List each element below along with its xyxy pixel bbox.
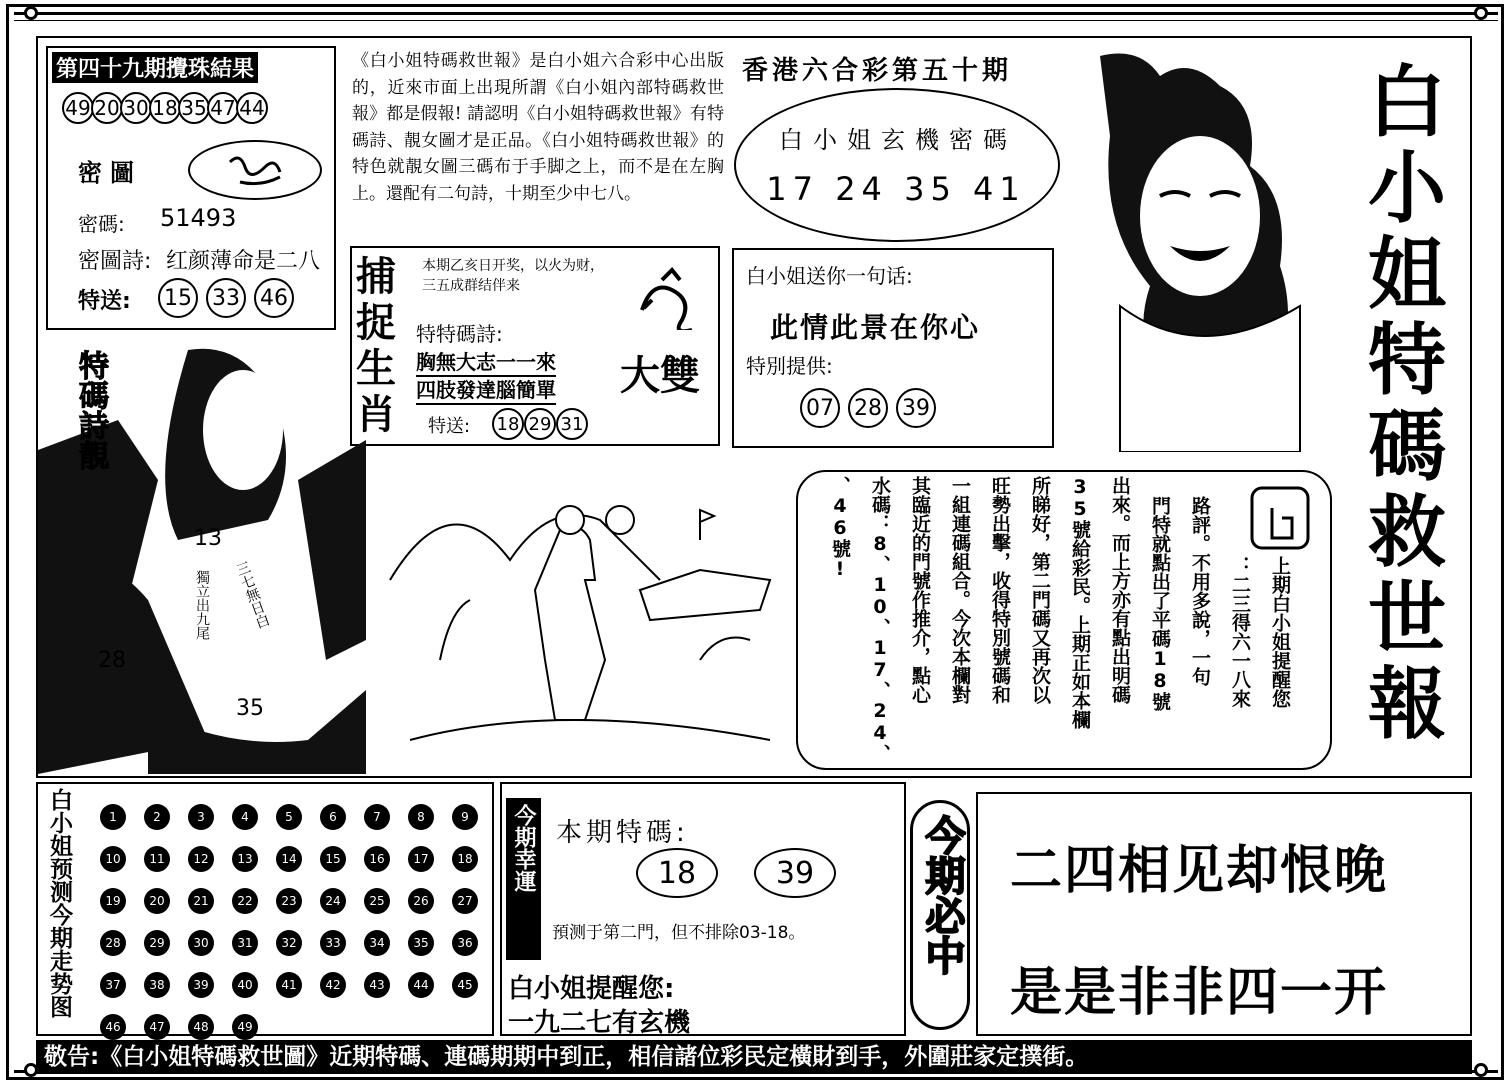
- draw-ball: 30: [120, 92, 152, 124]
- code-label: 密碼:: [78, 212, 125, 236]
- masthead-char: 小: [1367, 144, 1446, 234]
- must-win-line1: 二四相见却恨晚: [1010, 841, 1389, 901]
- zodiac-special-numbers: [492, 408, 588, 440]
- trend-ball: 39: [188, 972, 214, 998]
- trend-ball: 8: [408, 804, 434, 830]
- masthead-char: 救: [1367, 488, 1446, 578]
- scholar-illustration: [380, 460, 780, 760]
- trend-ball: 19: [100, 888, 126, 914]
- secret-code-oval: [734, 88, 1060, 242]
- left-figure-num-3: 35: [236, 696, 264, 721]
- commentary-columns: [806, 476, 1300, 766]
- trend-ball: 4: [232, 804, 258, 830]
- left-figure-body-text1: 獨立出九尾: [194, 570, 210, 640]
- phrase-ball: 39: [896, 388, 936, 428]
- trend-ball: 38: [144, 972, 170, 998]
- trend-ball: 1: [100, 804, 126, 830]
- trend-ball: 48: [188, 1014, 214, 1040]
- draw-ball: 18: [149, 92, 181, 124]
- trend-ball: 41: [276, 972, 302, 998]
- trend-ball: 47: [144, 1014, 170, 1040]
- lucky-numbers: [636, 848, 836, 898]
- trend-ball: 26: [408, 888, 434, 914]
- draw-results-title: 第四十九期攪珠結果: [52, 52, 258, 83]
- trend-ball: 49: [232, 1014, 258, 1040]
- zodiac-box: [350, 246, 720, 446]
- left-figure-num-1: 13: [194, 526, 222, 551]
- left-figure-side-label: 特碼詩靚: [73, 350, 108, 470]
- trend-ball: 43: [364, 972, 390, 998]
- zodiac-poem-line2: 四肢發達腦簡單: [416, 374, 556, 405]
- corner-ornament: [24, 6, 38, 20]
- secret-image-label: 密圖: [78, 159, 142, 187]
- trend-ball: 28: [100, 930, 126, 956]
- commentary-column: 一組連碼組合。今次本欄對: [949, 476, 971, 704]
- lucky-reminder-text: 一九二七有玄機: [508, 1008, 691, 1038]
- corner-ornament: [1474, 1063, 1488, 1077]
- commentary-column: 水碼：8、10、17、24、: [869, 476, 891, 763]
- masthead-title: [1352, 60, 1462, 748]
- phrase-provide-label: 特別提供:: [746, 354, 833, 378]
- zodiac-side-char: 生: [356, 346, 396, 392]
- corner-ornament: [1474, 6, 1488, 20]
- dragon-icon: [632, 260, 702, 334]
- trend-ball: 13: [232, 846, 258, 872]
- top-rule-thin: [14, 20, 1498, 21]
- trend-ball: 37: [100, 972, 126, 998]
- lucky-prediction: 預测于第二門，但不排除03-18。: [552, 923, 806, 943]
- trend-ball: 34: [364, 930, 390, 956]
- trend-ball: 29: [144, 930, 170, 956]
- footer-banner: 敬告:《白小姐特碼救世圖》近期特碼、連碼期期中到正，相信諸位彩民定橫財到手，外圍莊家定撲街。: [36, 1040, 1472, 1074]
- special-label: 特送:: [78, 289, 131, 314]
- lucky-reminder-label: 白小姐提醒您:: [508, 974, 675, 1004]
- zodiac-side-char: 捉: [356, 300, 396, 346]
- trend-ball: 2: [144, 804, 170, 830]
- poem-label: 密圖詩:: [78, 249, 152, 274]
- trend-box: [36, 782, 494, 1036]
- trend-ball: 45: [452, 972, 478, 998]
- notice-text: 《白小姐特碼救世報》是白小姐六合彩中心出版的，近來市面上出現所謂《白小姐內部特碼救世報》都是假報! 請認明《白小姐特碼救世報》有特碼詩、靚女圖才是正品。《白小姐特碼救世報》的特色就靚女圖三碼布于手脚之上，而不是在左胸上。還配有二句詩，十期至少中七八。: [352, 51, 724, 204]
- zodiac-special-label: 特送:: [428, 416, 471, 437]
- trend-ball: 30: [188, 930, 214, 956]
- zodiac-side-char: 肖: [356, 392, 396, 438]
- commentary-column: 上期白小姐提醒您: [1269, 556, 1291, 708]
- commentary-column: 35號給彩民。上期正如本欄: [1069, 476, 1091, 729]
- woman-photo: [1060, 46, 1332, 452]
- trend-number-grid: [38, 784, 496, 1038]
- lucky-ball: 39: [754, 848, 836, 898]
- zodiac-poem-line1: 胸無大志一一來: [416, 346, 556, 377]
- trend-ball: 42: [320, 972, 346, 998]
- trend-ball: 31: [232, 930, 258, 956]
- top-rule: [14, 12, 1498, 15]
- draw-results-numbers: [62, 92, 265, 124]
- commentary-column: 出來。而上方亦有點出明碼: [1109, 476, 1131, 704]
- trend-ball: 35: [408, 930, 434, 956]
- phrase-ball: 28: [848, 388, 888, 428]
- commentary-column: 所睇好，第二門碼又再次以: [1029, 476, 1051, 704]
- draw-ball: 35: [178, 92, 210, 124]
- must-win-badge: [910, 800, 970, 1030]
- trend-ball: 32: [276, 930, 302, 956]
- lucky-ball: 18: [636, 848, 718, 898]
- phrase-box: [732, 248, 1054, 448]
- commentary-column: 旺勢出擊，收得特別號碼和: [989, 476, 1011, 704]
- zodiac-big-word: 大雙: [620, 353, 700, 399]
- trend-ball: 25: [364, 888, 390, 914]
- trend-ball: 15: [320, 846, 346, 872]
- zodiac-special-ball: 31: [556, 408, 588, 440]
- trend-ball: 44: [408, 972, 434, 998]
- secret-code-numbers: 17 24 35 41: [766, 170, 1026, 208]
- trend-ball: 9: [452, 804, 478, 830]
- phrase-numbers: [800, 388, 944, 428]
- lucky-label: 本期特碼:: [556, 818, 689, 848]
- trend-ball: 14: [276, 846, 302, 872]
- phrase-title: 白小姐送你一句话:: [746, 264, 913, 288]
- masthead-char: 白: [1367, 58, 1446, 148]
- draw-results-box: [46, 46, 336, 330]
- code-value: 51493: [160, 204, 237, 232]
- must-win-label: 今期必中: [919, 815, 965, 975]
- scholar-scene-icon: [380, 460, 780, 760]
- masthead-char: 姐: [1367, 230, 1446, 320]
- trend-ball: 22: [232, 888, 258, 914]
- must-win-box: [976, 792, 1472, 1036]
- trend-ball: 36: [452, 930, 478, 956]
- draw-ball: 47: [207, 92, 239, 124]
- trend-ball: 10: [100, 846, 126, 872]
- trend-ball: 17: [408, 846, 434, 872]
- masthead-char: 碼: [1367, 402, 1446, 492]
- trend-ball: 40: [232, 972, 258, 998]
- lucky-box: [500, 782, 906, 1036]
- phrase-ball: 07: [800, 388, 840, 428]
- zodiac-side-char: 捕: [356, 254, 396, 300]
- masthead-char: 世: [1367, 574, 1446, 664]
- secret-code-title: 白小姐玄機密碼: [779, 126, 1017, 154]
- trend-ball: 20: [144, 888, 170, 914]
- commentary-column: ：二三得六一八來: [1229, 556, 1251, 708]
- trend-ball: 24: [320, 888, 346, 914]
- poem-value: 红颜薄命是二八: [166, 249, 321, 274]
- special-ball: 33: [206, 278, 246, 318]
- zodiac-special-ball: 29: [524, 408, 556, 440]
- masthead-char: 特: [1367, 316, 1446, 406]
- masthead-char: 報: [1367, 660, 1446, 750]
- trend-title: 白小姐预测今期走势图: [46, 788, 73, 1018]
- trend-ball: 21: [188, 888, 214, 914]
- trend-ball: 11: [144, 846, 170, 872]
- commentary-box: [796, 470, 1332, 770]
- trend-ball: 18: [452, 846, 478, 872]
- trend-ball: 27: [452, 888, 478, 914]
- commentary-column: 其臨近的門號作推介，點心: [909, 476, 931, 704]
- special-numbers: [158, 278, 302, 318]
- scribble-icon: [190, 142, 316, 194]
- secret-image-oval: [188, 140, 322, 200]
- trend-ball: 3: [188, 804, 214, 830]
- trend-ball: 12: [188, 846, 214, 872]
- left-figure: [38, 330, 366, 774]
- left-figure-num-2: 28: [98, 648, 126, 673]
- draw-ball: 49: [62, 92, 94, 124]
- trend-ball: 23: [276, 888, 302, 914]
- trend-ball: 6: [320, 804, 346, 830]
- portrait-illustration: [1060, 46, 1332, 452]
- commentary-column: 門特就點出了平碼18號: [1149, 496, 1171, 711]
- special-ball: 15: [158, 278, 198, 318]
- phrase-text: 此情此景在你心: [770, 311, 981, 344]
- lucky-side-title: 今期幸運: [506, 798, 541, 960]
- draw-ball: 44: [236, 92, 268, 124]
- trend-ball: 16: [364, 846, 390, 872]
- trend-ball: 5: [276, 804, 302, 830]
- trend-ball: 7: [364, 804, 390, 830]
- trend-ball: 46: [100, 1014, 126, 1040]
- left-figure-body-text2: 三七無日白: [232, 559, 272, 631]
- trend-ball: 33: [320, 930, 346, 956]
- period-title: 香港六合彩第五十期: [742, 56, 1013, 86]
- must-win-line2: 是是非非四一开: [1010, 963, 1389, 1023]
- commentary-column: 、46號!: [829, 476, 851, 580]
- zodiac-special-ball: 18: [492, 408, 524, 440]
- special-ball: 46: [254, 278, 294, 318]
- commentary-column: 路評。不用多說，一句: [1189, 496, 1211, 686]
- zodiac-note: 本期乙亥日开奖，以火为财，三五成群结伴来: [422, 258, 604, 294]
- zodiac-poem-label: 特特碼詩:: [416, 322, 503, 346]
- draw-ball: 20: [91, 92, 123, 124]
